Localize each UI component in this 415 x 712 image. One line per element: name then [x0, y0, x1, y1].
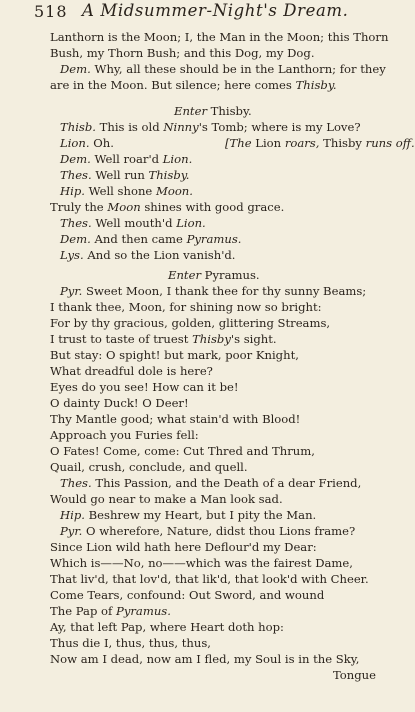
text-line	[60, 232, 241, 246]
italic-segment: Lys.	[60, 248, 84, 262]
italic-segment: Lion.	[162, 152, 193, 166]
text-segment: Beshrew my Heart, but I pity the Man.	[84, 508, 317, 522]
text-segment: Thisby	[319, 136, 366, 150]
text-line	[50, 652, 359, 666]
text-segment: The Pap of	[50, 604, 117, 618]
text-segment: Well run	[91, 168, 149, 182]
text-segment: Which is——No, no——which was the fairest Dame,	[50, 556, 353, 570]
text-segment: Pyramus.	[201, 268, 260, 282]
running-title: A Midsummer-Night's Dream.	[82, 1, 349, 20]
text-line	[50, 380, 239, 394]
italic-segment: Thes.	[60, 168, 92, 182]
text-line	[50, 556, 353, 570]
text-line	[60, 248, 236, 262]
text-segment: What dreadful dole is here?	[50, 364, 213, 378]
text-segment: Lion	[251, 136, 285, 150]
text-segment: Oh.	[89, 136, 114, 150]
text-segment: O Fates! Come, come: Cut Thred and Thrum,	[50, 444, 315, 458]
italic-segment: runs off.	[365, 136, 415, 150]
text-segment: Well shone	[84, 184, 156, 198]
text-line	[60, 136, 114, 150]
text-line	[50, 316, 330, 330]
catchword: Tongue	[332, 668, 376, 682]
text-line	[50, 492, 283, 506]
text-line	[50, 572, 369, 586]
text-segment: Quail, crush, conclude, and quell.	[50, 460, 248, 474]
text-segment: 's sight.	[230, 332, 277, 346]
italic-segment: Enter	[174, 104, 207, 118]
text-segment: Approach you Furies fell:	[50, 428, 199, 442]
text-line	[50, 30, 388, 44]
italic-segment: Lion.	[176, 216, 206, 230]
text-segment: Would go near to make a Man look sad.	[50, 492, 283, 506]
italic-segment: Enter	[168, 268, 201, 282]
text-line	[50, 300, 322, 314]
text-segment: And then came	[90, 232, 187, 246]
text-segment: O wherefore, Nature, didst thou Lions frame?	[82, 524, 356, 538]
italic-segment: Moon.	[155, 184, 193, 198]
text-segment: shines with good grace.	[140, 200, 285, 214]
text-line	[50, 332, 277, 346]
text-line	[60, 168, 189, 182]
italic-segment: Ninny	[163, 120, 199, 134]
text-segment: Thy Mantle good; what stain'd with Blood!	[50, 412, 301, 426]
text-line	[60, 524, 355, 538]
italic-segment: Thes.	[60, 476, 92, 490]
text-segment: Why, all these should be in the Lanthorn; for they	[90, 62, 386, 76]
text-segment: Well mouth'd	[91, 216, 177, 230]
text-segment: are in the Moon. But silence; here comes	[50, 78, 296, 92]
text-segment: O dainty Duck! O Deer!	[50, 396, 189, 410]
text-line	[60, 184, 193, 198]
italic-segment: Thisby.	[148, 168, 190, 182]
italic-segment: Hip.	[60, 508, 85, 522]
text-segment: Eyes do you see! How can it be!	[50, 380, 239, 394]
text-line	[60, 216, 206, 230]
italic-segment: Thisby.	[295, 78, 337, 92]
text-line	[50, 428, 199, 442]
text-line	[50, 460, 248, 474]
text-line	[50, 620, 284, 634]
italic-segment: Dem.	[60, 232, 91, 246]
italic-segment: Dem.	[60, 152, 91, 166]
italic-segment: Pyr.	[60, 524, 83, 538]
text-line	[225, 136, 415, 150]
text-line	[50, 78, 337, 92]
page-header	[34, 0, 374, 24]
page-number: 518	[34, 2, 68, 21]
text-segment: 's Tomb; where is my Love?	[198, 120, 361, 134]
text-line	[50, 396, 189, 410]
italic-segment: Pyr.	[60, 284, 83, 298]
text-segment: That liv'd, that lov'd, that lik'd, that look'd with Cheer.	[50, 572, 369, 586]
text-line	[50, 636, 211, 650]
text-line	[50, 588, 324, 602]
text-segment: This Passion, and the Death of a dear Friend,	[91, 476, 362, 490]
text-segment: This is old	[95, 120, 164, 134]
text-segment: Ay, that left Pap, where Heart doth hop:	[50, 620, 284, 634]
text-line	[174, 104, 252, 118]
text-segment: Truly the	[50, 200, 108, 214]
text-segment: Bush, my Thorn Bush; and this Dog, my Dog.	[50, 46, 315, 60]
italic-segment: Pyramus.	[116, 604, 171, 618]
text-line	[50, 46, 315, 60]
italic-segment: [The	[225, 136, 252, 150]
text-line	[50, 604, 171, 618]
text-line	[168, 268, 260, 282]
text-segment: Sweet Moon, I thank thee for thy sunny Beams;	[82, 284, 367, 298]
text-line	[60, 62, 386, 76]
text-line	[60, 508, 316, 522]
text-segment: Thisby.	[207, 104, 252, 118]
text-segment: But stay: O spight! but mark, poor Knight,	[50, 348, 299, 362]
text-segment: Well roar'd	[90, 152, 163, 166]
italic-segment: Lion.	[60, 136, 90, 150]
text-line	[50, 364, 213, 378]
text-segment: Lanthorn is the Moon; I, the Man in the Moon; this Thorn	[50, 30, 389, 44]
text-segment: For by thy gracious, golden, glittering Streams,	[50, 316, 331, 330]
italic-segment: Thisb.	[60, 120, 96, 134]
text-segment: I thank thee, Moon, for shining now so bright:	[50, 300, 322, 314]
text-line	[60, 476, 361, 490]
text-line	[50, 412, 300, 426]
text-line	[50, 348, 299, 362]
text-segment: I trust to taste of truest	[50, 332, 193, 346]
italic-segment: roars,	[284, 136, 320, 150]
italic-segment: Thisby	[192, 332, 231, 346]
text-line	[60, 120, 361, 134]
text-segment: Since Lion wild hath here Deflour'd my Dear:	[50, 540, 317, 554]
italic-segment: Hip.	[60, 184, 85, 198]
text-line	[60, 284, 366, 298]
italic-segment: Moon	[107, 200, 141, 214]
italic-segment: Thes.	[60, 216, 92, 230]
italic-segment: Dem.	[60, 62, 91, 76]
text-segment: Thus die I, thus, thus, thus,	[50, 636, 211, 650]
text-line	[50, 540, 317, 554]
text-line	[50, 200, 284, 214]
italic-segment: Pyramus.	[186, 232, 242, 246]
text-segment: And so the Lion vanish'd.	[83, 248, 236, 262]
text-line	[60, 152, 192, 166]
text-segment: Now am I dead, now am I fled, my Soul is in the Sky,	[50, 652, 360, 666]
text-line	[50, 444, 315, 458]
text-segment: Come Tears, confound: Out Sword, and wound	[50, 588, 325, 602]
